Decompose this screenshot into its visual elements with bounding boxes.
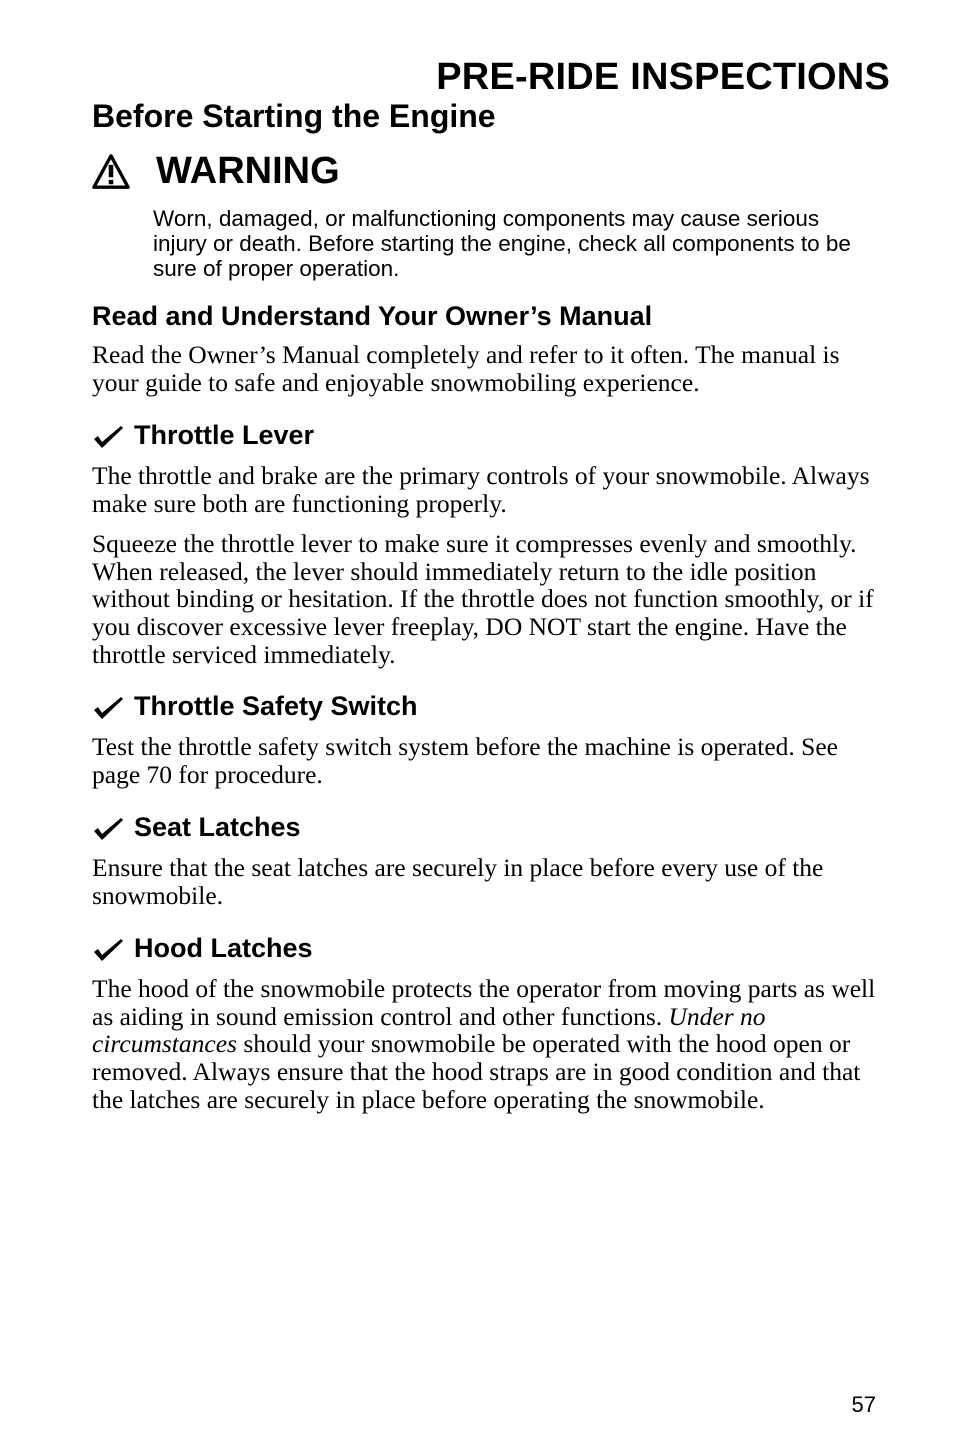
throttle-lever-heading-text: Throttle Lever	[134, 420, 315, 450]
hood-text-after: should your snowmobile be operated with the hood open or removed. Always ensure that the hood straps are in good condition and that the latches are securely in place before operating the snowmobile.	[92, 1029, 861, 1114]
section-title: Before Starting the Engine	[92, 98, 496, 134]
throttle-safety-switch-paragraph: Test the throttle safety switch system before the machine is operated. See page 70 for procedure.	[92, 732, 838, 789]
warning-title: WARNING	[156, 150, 340, 192]
warning-triangle-icon	[92, 153, 130, 191]
warning-text: Worn, damaged, or malfunctioning components may cause serious injury or death. Before starting the engine, check all components to be sure of proper operation.	[153, 206, 851, 281]
page-number: 57	[851, 1392, 876, 1417]
manual-heading-text: Read and Understand Your Owner’s Manual	[92, 301, 653, 331]
throttle-lever-heading	[92, 420, 314, 451]
seat-latches-heading	[92, 812, 301, 843]
checkmark-icon	[92, 694, 124, 720]
throttle-safety-switch-heading	[92, 691, 418, 722]
manual-heading	[92, 301, 652, 332]
checkmark-icon	[92, 936, 124, 962]
chapter-title: PRE-RIDE INSPECTIONS	[436, 56, 890, 98]
throttle-lever-paragraph-2: Squeeze the throttle lever to make sure it compresses evenly and smoothly. When released, the lever should immediately return to the idle position without binding or hesitation. If the throttle does not function smoothly, or if you discover excessive lever freeplay, DO NOT start the engine. Have the throttle serviced immediately.	[92, 529, 874, 669]
throttle-lever-paragraph-1: The throttle and brake are the primary controls of your snowmobile. Always make sure both are functioning properly.	[92, 461, 870, 518]
hood-latches-paragraph	[92, 975, 892, 1114]
manual-paragraph: Read the Owner’s Manual completely and refer to it often. The manual is your guide to safe and enjoyable snowmobiling experience.	[92, 340, 840, 397]
seat-latches-paragraph: Ensure that the seat latches are securely in place before every use of the snowmobile.	[92, 853, 824, 910]
hood-text-emphasis: Under no circumstances	[92, 1001, 766, 1059]
warning-heading	[92, 150, 340, 193]
hood-latches-heading	[92, 933, 313, 964]
throttle-safety-switch-heading-text: Throttle Safety Switch	[134, 691, 418, 721]
seat-latches-heading-text: Seat Latches	[134, 812, 301, 842]
hood-text-before: The hood of the snowmobile protects the operator from moving parts as well as aiding in sound emission control and other functions.	[92, 974, 876, 1031]
checkmark-icon	[92, 423, 124, 449]
hood-latches-heading-text: Hood Latches	[134, 933, 313, 963]
checkmark-icon	[92, 815, 124, 841]
